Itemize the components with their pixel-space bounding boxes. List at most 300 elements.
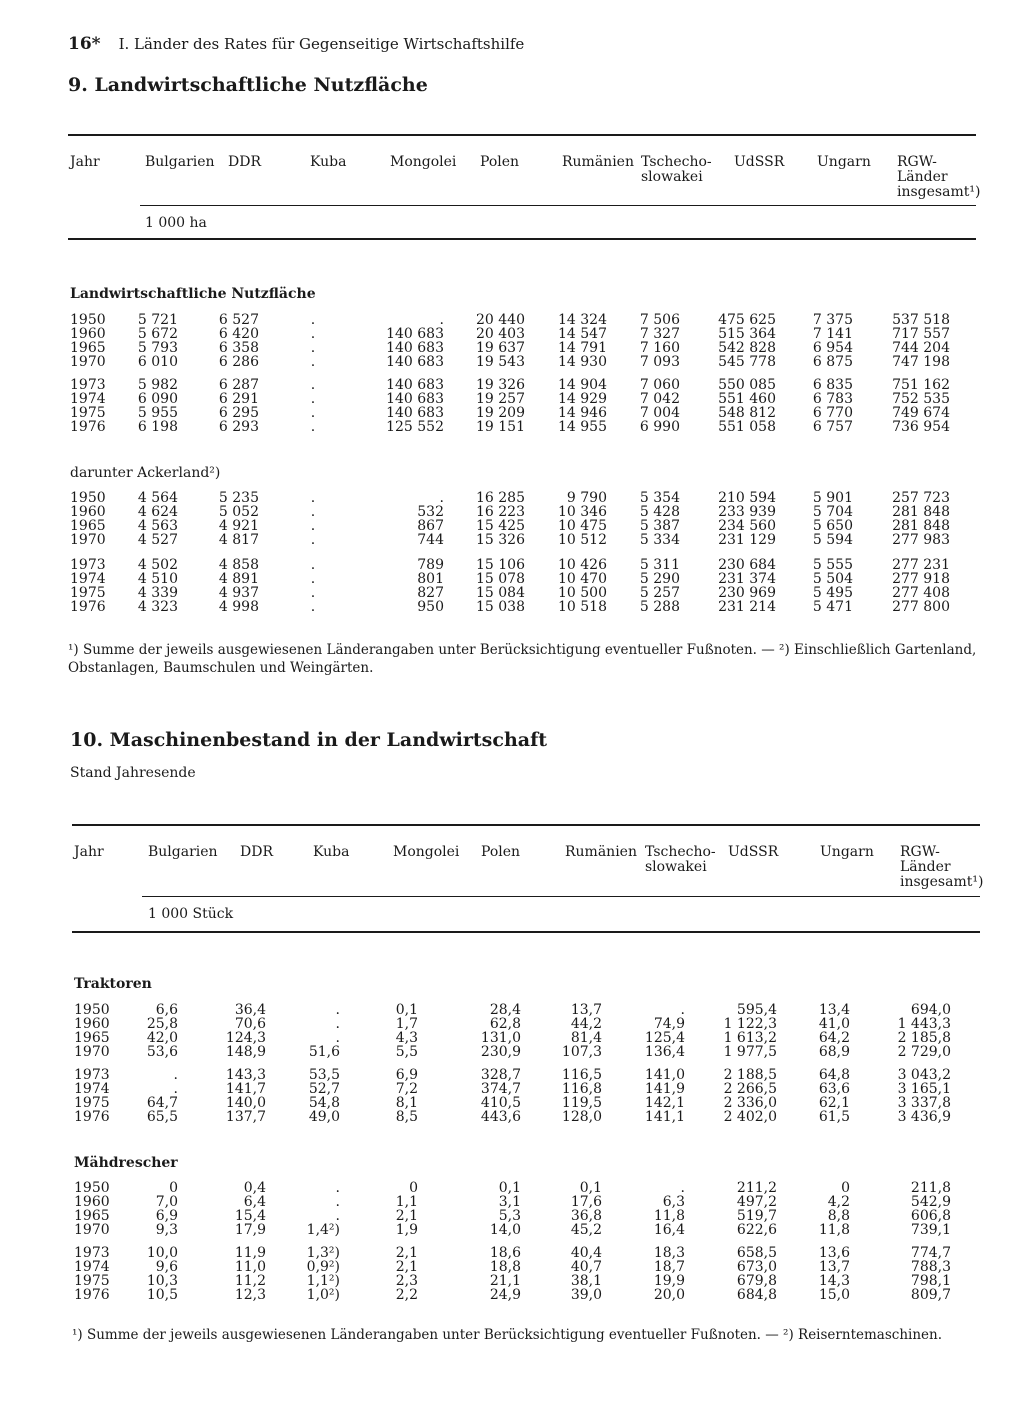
value-cell: 1,9 [395,1222,418,1238]
value-cell: 809,7 [910,1287,951,1303]
table-row [0,1031,1024,1045]
value-cell: 5 704 [812,504,853,520]
value-cell: 5 311 [639,557,680,573]
value-cell: 19 326 [476,377,525,393]
value-cell: 14 955 [558,419,607,435]
value-cell: 141,7 [225,1081,266,1097]
value-cell: 277 918 [892,571,950,587]
value-cell: 13,7 [818,1259,850,1275]
value-cell: 475 625 [718,312,776,328]
value-cell: 15 425 [476,518,525,534]
value-cell: 497,2 [736,1194,777,1210]
table-row [0,1195,1024,1209]
value-cell: 3,1 [498,1194,521,1210]
value-cell: 5 290 [639,571,680,587]
value-cell: 6 291 [218,391,259,407]
value-cell: 11,0 [234,1259,266,1275]
value-cell: 42,0 [146,1030,178,1046]
value-cell: 36,8 [570,1208,602,1224]
value-cell: 141,9 [644,1081,685,1097]
value-cell: 950 [417,599,444,615]
value-cell: 13,7 [570,1002,602,1018]
value-cell: 231 214 [718,599,776,615]
value-cell: 1,4²) [306,1222,340,1238]
year-cell: 1960 [70,504,106,520]
value-cell: 15,0 [818,1287,850,1303]
year-cell: 1975 [74,1273,110,1289]
table-row [0,313,1024,327]
value-cell: 673,0 [736,1259,777,1275]
column-header: Rumänien [562,154,634,170]
value-cell: 6 295 [218,405,259,421]
value-cell: 5 052 [218,504,259,520]
value-cell: 4 323 [137,599,178,615]
value-cell: 717 557 [892,326,950,342]
value-cell: 6,6 [155,1002,178,1018]
value-cell: 16 285 [476,490,525,506]
table-row [0,355,1024,369]
value-cell: . [310,504,316,520]
value-cell: 2 336,0 [723,1095,777,1111]
value-cell: 5 982 [137,377,178,393]
value-cell: 70,6 [234,1016,266,1032]
value-cell: 20 440 [476,312,525,328]
value-cell: 141,0 [644,1067,685,1083]
value-cell: 116,8 [561,1081,602,1097]
value-cell: 3 337,8 [897,1095,951,1111]
table-row [0,1288,1024,1302]
table9-unit-rule [68,238,976,240]
value-cell: 5 955 [137,405,178,421]
year-cell: 1970 [74,1044,110,1060]
value-cell: 5 594 [812,532,853,548]
value-cell: 6 783 [812,391,853,407]
value-cell: . [439,312,444,328]
year-cell: 1976 [74,1109,110,1125]
value-cell: . [335,1180,340,1196]
value-cell: 1,7 [395,1016,418,1032]
value-cell: 551 058 [718,419,776,435]
table9-section-label-1: darunter Ackerland²) [70,465,221,481]
value-cell: . [310,571,316,587]
year-cell: 1965 [70,340,106,356]
page-number: 16* [68,34,101,54]
value-cell: 5 901 [812,490,853,506]
value-cell: 532 [417,504,444,520]
year-cell: 1974 [74,1259,110,1275]
value-cell: 11,8 [653,1208,685,1224]
value-cell: 11,2 [234,1273,266,1289]
value-cell: 107,3 [561,1044,602,1060]
value-cell: 4 563 [137,518,178,534]
table-row [0,1003,1024,1017]
year-cell: 1965 [74,1030,110,1046]
column-header: Tschecho- slowakei [645,844,716,875]
value-cell: 277 408 [892,585,950,601]
value-cell: 16 223 [476,504,525,520]
value-cell: 61,5 [818,1109,850,1125]
table-row [0,1110,1024,1124]
value-cell: . [310,405,316,421]
value-cell: 25,8 [146,1016,178,1032]
value-cell: 542,9 [910,1194,951,1210]
column-header: Ungarn [817,154,871,170]
value-cell: 51,6 [308,1044,340,1060]
table-row [0,1082,1024,1096]
year-cell: 1973 [74,1245,110,1261]
value-cell: 15 326 [476,532,525,548]
table-row [0,572,1024,586]
column-header: Tschecho- slowakei [641,154,712,185]
value-cell: . [310,532,316,548]
table9-header-rule [140,205,976,206]
value-cell: 2 729,0 [897,1044,951,1060]
value-cell: . [173,1081,178,1097]
value-cell: 234 560 [718,518,776,534]
table9-footnote-2: Obstanlagen, Baumschulen und Weingärten. [68,660,374,676]
value-cell: 10 518 [558,599,607,615]
value-cell: 119,5 [561,1095,602,1111]
value-cell: 4 624 [137,504,178,520]
value-cell: 798,1 [910,1273,951,1289]
value-cell: 774,7 [910,1245,951,1261]
value-cell: 6 835 [812,377,853,393]
value-cell: 28,4 [489,1002,521,1018]
value-cell: 2 266,5 [723,1081,777,1097]
table-row [0,1068,1024,1082]
value-cell: 5 235 [218,490,259,506]
value-cell: 595,4 [736,1002,777,1018]
value-cell: 19 257 [476,391,525,407]
value-cell: 143,3 [225,1067,266,1083]
value-cell: 41,0 [818,1016,850,1032]
value-cell: 64,7 [146,1095,178,1111]
value-cell: 142,1 [644,1095,685,1111]
value-cell: . [439,490,444,506]
value-cell: 5 428 [639,504,680,520]
year-cell: 1976 [70,419,106,435]
value-cell: 1,0²) [306,1287,340,1303]
table-row [0,392,1024,406]
value-cell: 4 339 [137,585,178,601]
year-cell: 1976 [74,1287,110,1303]
year-cell: 1973 [70,557,106,573]
value-cell: 19,9 [653,1273,685,1289]
value-cell: . [335,1002,340,1018]
value-cell: 679,8 [736,1273,777,1289]
value-cell: 2 185,8 [897,1030,951,1046]
year-cell: 1950 [70,312,106,328]
year-cell: 1970 [70,532,106,548]
value-cell: 19 543 [476,354,525,370]
table-row [0,505,1024,519]
value-cell: 17,6 [570,1194,602,1210]
value-cell: 6 990 [639,419,680,435]
value-cell: 6,3 [662,1194,685,1210]
value-cell: 140 683 [386,391,444,407]
value-cell: 622,6 [736,1222,777,1238]
value-cell: . [173,1067,178,1083]
value-cell: 6 198 [137,419,178,435]
value-cell: 140 683 [386,405,444,421]
value-cell: 5 334 [639,532,680,548]
value-cell: 5 650 [812,518,853,534]
value-cell: 827 [417,585,444,601]
value-cell: 6,9 [155,1208,178,1224]
value-cell: 19 209 [476,405,525,421]
value-cell: 15,4 [234,1208,266,1224]
value-cell: 548 812 [718,405,776,421]
value-cell: 10,3 [146,1273,178,1289]
value-cell: . [310,419,316,435]
value-cell: 15 106 [476,557,525,573]
value-cell: . [680,1002,685,1018]
value-cell: 1 443,3 [897,1016,951,1032]
value-cell: 140 683 [386,340,444,356]
column-header: Mongolei [393,844,460,860]
value-cell: 5,3 [498,1208,521,1224]
value-cell: 6 293 [218,419,259,435]
table-row [0,1260,1024,1274]
table-row [0,533,1024,547]
value-cell: 17,9 [234,1222,266,1238]
table-row [0,1096,1024,1110]
column-header: Bulgarien [148,844,218,860]
table-row [0,378,1024,392]
value-cell: 7 160 [639,340,680,356]
table-row [0,558,1024,572]
table-row [0,491,1024,505]
column-header: RGW- Länder insgesamt¹) [900,844,984,890]
table10-section-label-1: Mähdrescher [74,1155,178,1171]
value-cell: 13,6 [818,1245,850,1261]
year-cell: 1976 [70,599,106,615]
value-cell: 64,2 [818,1030,850,1046]
value-cell: 4 858 [218,557,259,573]
year-cell: 1975 [74,1095,110,1111]
table-row [0,519,1024,533]
year-cell: 1965 [70,518,106,534]
table-row [0,327,1024,341]
column-header: Kuba [310,154,347,170]
value-cell: 16,4 [653,1222,685,1238]
value-cell: 63,6 [818,1081,850,1097]
column-header: Bulgarien [145,154,215,170]
value-cell: 7 375 [812,312,853,328]
value-cell: 233 939 [718,504,776,520]
value-cell: 281 848 [892,504,950,520]
column-header: Mongolei [390,154,457,170]
year-cell: 1950 [74,1002,110,1018]
value-cell: . [335,1208,340,1224]
value-cell: 10 500 [558,585,607,601]
value-cell: 18,8 [489,1259,521,1275]
value-cell: 2,2 [395,1287,418,1303]
value-cell: 5 495 [812,585,853,601]
value-cell: 5 257 [639,585,680,601]
value-cell: 14 547 [558,326,607,342]
value-cell: 140,0 [225,1095,266,1111]
table-row [0,1246,1024,1260]
value-cell: 3 436,9 [897,1109,951,1125]
table9-title: 9. Landwirtschaftliche Nutzfläche [68,74,428,96]
column-header: DDR [228,154,261,170]
value-cell: 550 085 [718,377,776,393]
value-cell: 20,0 [653,1287,685,1303]
value-cell: 6,4 [243,1194,266,1210]
value-cell: 15 078 [476,571,525,587]
value-cell: 68,9 [818,1044,850,1060]
column-header: Polen [480,154,520,170]
value-cell: 18,3 [653,1245,685,1261]
value-cell: 13,4 [818,1002,850,1018]
table9-footnote-1: ¹) Summe der jeweils ausgewiesenen Länderangaben unter Berücksichtigung eventueller Fußnoten. — ²) Einschließlich Gartenland, [68,642,977,658]
value-cell: 140 683 [386,377,444,393]
table9-top-rule [68,134,976,136]
value-cell: 7 506 [639,312,680,328]
value-cell: 744 204 [892,340,950,356]
value-cell: 739,1 [910,1222,951,1238]
value-cell: 4 921 [218,518,259,534]
value-cell: . [310,518,316,534]
value-cell: 2 402,0 [723,1109,777,1125]
value-cell: 4 510 [137,571,178,587]
value-cell: 40,7 [570,1259,602,1275]
value-cell: 44,2 [570,1016,602,1032]
value-cell: 867 [417,518,444,534]
value-cell: 5 288 [639,599,680,615]
value-cell: 6 420 [218,326,259,342]
value-cell: 328,7 [480,1067,521,1083]
value-cell: 545 778 [718,354,776,370]
value-cell: 9 790 [566,490,607,506]
value-cell: 21,1 [489,1273,521,1289]
value-cell: 0,4 [243,1180,266,1196]
value-cell: 11,9 [234,1245,266,1261]
value-cell: 230 969 [718,585,776,601]
value-cell: 277 800 [892,599,950,615]
value-cell: 45,2 [570,1222,602,1238]
table-row [0,586,1024,600]
column-header: Kuba [313,844,350,860]
value-cell: 8,8 [827,1208,850,1224]
table-row [0,1274,1024,1288]
value-cell: 257 723 [892,490,950,506]
value-cell: 40,4 [570,1245,602,1261]
year-cell: 1960 [70,326,106,342]
value-cell: 4 502 [137,557,178,573]
running-head [68,34,524,54]
table9-unit: 1 000 ha [145,215,207,231]
value-cell: 7 042 [639,391,680,407]
value-cell: 211,2 [736,1180,777,1196]
table-row [0,1017,1024,1031]
value-cell: 4,3 [395,1030,418,1046]
value-cell: 2,1 [395,1245,418,1261]
value-cell: 749 674 [892,405,950,421]
year-cell: 1973 [74,1067,110,1083]
value-cell: . [335,1030,340,1046]
value-cell: . [310,326,316,342]
value-cell: 5 354 [639,490,680,506]
year-cell: 1950 [70,490,106,506]
value-cell: 148,9 [225,1044,266,1060]
year-cell: 1960 [74,1016,110,1032]
value-cell: 7 004 [639,405,680,421]
year-cell: 1974 [74,1081,110,1097]
value-cell: 5 793 [137,340,178,356]
value-cell: 10 512 [558,532,607,548]
value-cell: 0 [841,1180,850,1196]
value-cell: 20 403 [476,326,525,342]
value-cell: 15 084 [476,585,525,601]
value-cell: 4 998 [218,599,259,615]
running-head-title: I. Länder des Rates für Gegenseitige Wirtschaftshilfe [118,35,525,53]
year-cell: 1970 [70,354,106,370]
value-cell: 38,1 [570,1273,602,1289]
value-cell: 747 198 [892,354,950,370]
year-cell: 1965 [74,1208,110,1224]
value-cell: 10,0 [146,1245,178,1261]
value-cell: . [310,391,316,407]
value-cell: 131,0 [480,1030,521,1046]
table-row [0,1209,1024,1223]
value-cell: 15 038 [476,599,525,615]
value-cell: 124,3 [225,1030,266,1046]
value-cell: . [310,377,316,393]
table10-unit-rule [72,931,980,933]
value-cell: 14,3 [818,1273,850,1289]
value-cell: 788,3 [910,1259,951,1275]
table-row [0,1223,1024,1237]
value-cell: 551 460 [718,391,776,407]
value-cell: 231 129 [718,532,776,548]
value-cell: 14 929 [558,391,607,407]
value-cell: 81,4 [570,1030,602,1046]
value-cell: 542 828 [718,340,776,356]
table-row [0,420,1024,434]
value-cell: 4 937 [218,585,259,601]
value-cell: 5,5 [395,1044,418,1060]
value-cell: 6 286 [218,354,259,370]
value-cell: 14 791 [558,340,607,356]
value-cell: 443,6 [480,1109,521,1125]
value-cell: 6 770 [812,405,853,421]
year-cell: 1974 [70,571,106,587]
column-header: Rumänien [565,844,637,860]
value-cell: 801 [417,571,444,587]
value-cell: 5 387 [639,518,680,534]
value-cell: 10 346 [558,504,607,520]
column-header: Jahr [70,154,100,170]
value-cell: 14,0 [489,1222,521,1238]
value-cell: 210 594 [718,490,776,506]
value-cell: 374,7 [480,1081,521,1097]
value-cell: 49,0 [308,1109,340,1125]
column-header: Polen [481,844,521,860]
value-cell: 0,1 [579,1180,602,1196]
value-cell: 277 231 [892,557,950,573]
table10-unit: 1 000 Stück [148,906,234,922]
table10-title: 10. Maschinenbestand in der Landwirtschaft [70,729,548,751]
value-cell: 7 060 [639,377,680,393]
value-cell: 410,5 [480,1095,521,1111]
value-cell: 736 954 [892,419,950,435]
value-cell: 2,1 [395,1259,418,1275]
value-cell: 12,3 [234,1287,266,1303]
value-cell: 6 010 [137,354,178,370]
value-cell: 6 954 [812,340,853,356]
